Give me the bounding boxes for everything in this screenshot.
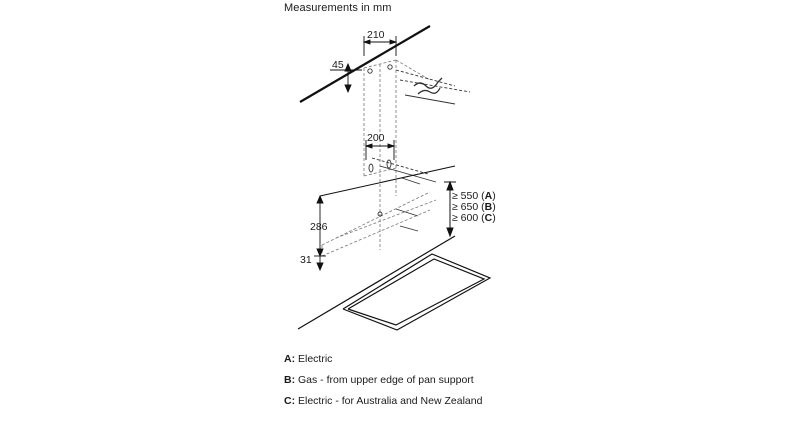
- dim-31-label: 31: [300, 254, 312, 266]
- legend-key-c: C:: [284, 395, 296, 407]
- legend-text-c: Electric - for Australia and New Zealand: [295, 395, 483, 407]
- dim-210-label: 210: [367, 29, 385, 41]
- clearance-b: ≥ 650 (B): [452, 201, 496, 213]
- dim-200-label: 200: [367, 132, 385, 144]
- legend-text-b: Gas - from upper edge of pan support: [295, 374, 474, 386]
- legend-key-b: B:: [284, 374, 296, 386]
- diagram-title: Measurements in mm: [284, 2, 392, 14]
- chimney-outline: [364, 60, 430, 250]
- hood-canopy: [322, 192, 436, 256]
- legend-item-c: [284, 395, 482, 407]
- dim-286-label: 286: [310, 221, 328, 233]
- wall-edge: [320, 166, 455, 196]
- clearance-c: ≥ 600 (C): [452, 212, 496, 224]
- hob-outline: [343, 254, 490, 330]
- dim-31: [317, 256, 323, 270]
- ceiling-line: [300, 26, 430, 102]
- legend-text-a: Electric: [295, 353, 333, 365]
- legend-item-a: [284, 353, 332, 365]
- dim-45-label: 45: [332, 59, 344, 71]
- top-bracket: [368, 65, 470, 104]
- clearance-a: ≥ 550 (A): [452, 190, 496, 202]
- clearance-labels: [452, 190, 496, 224]
- lower-bracket: [369, 158, 436, 184]
- legend-key-a: A:: [284, 353, 296, 365]
- legend-item-b: [284, 374, 474, 386]
